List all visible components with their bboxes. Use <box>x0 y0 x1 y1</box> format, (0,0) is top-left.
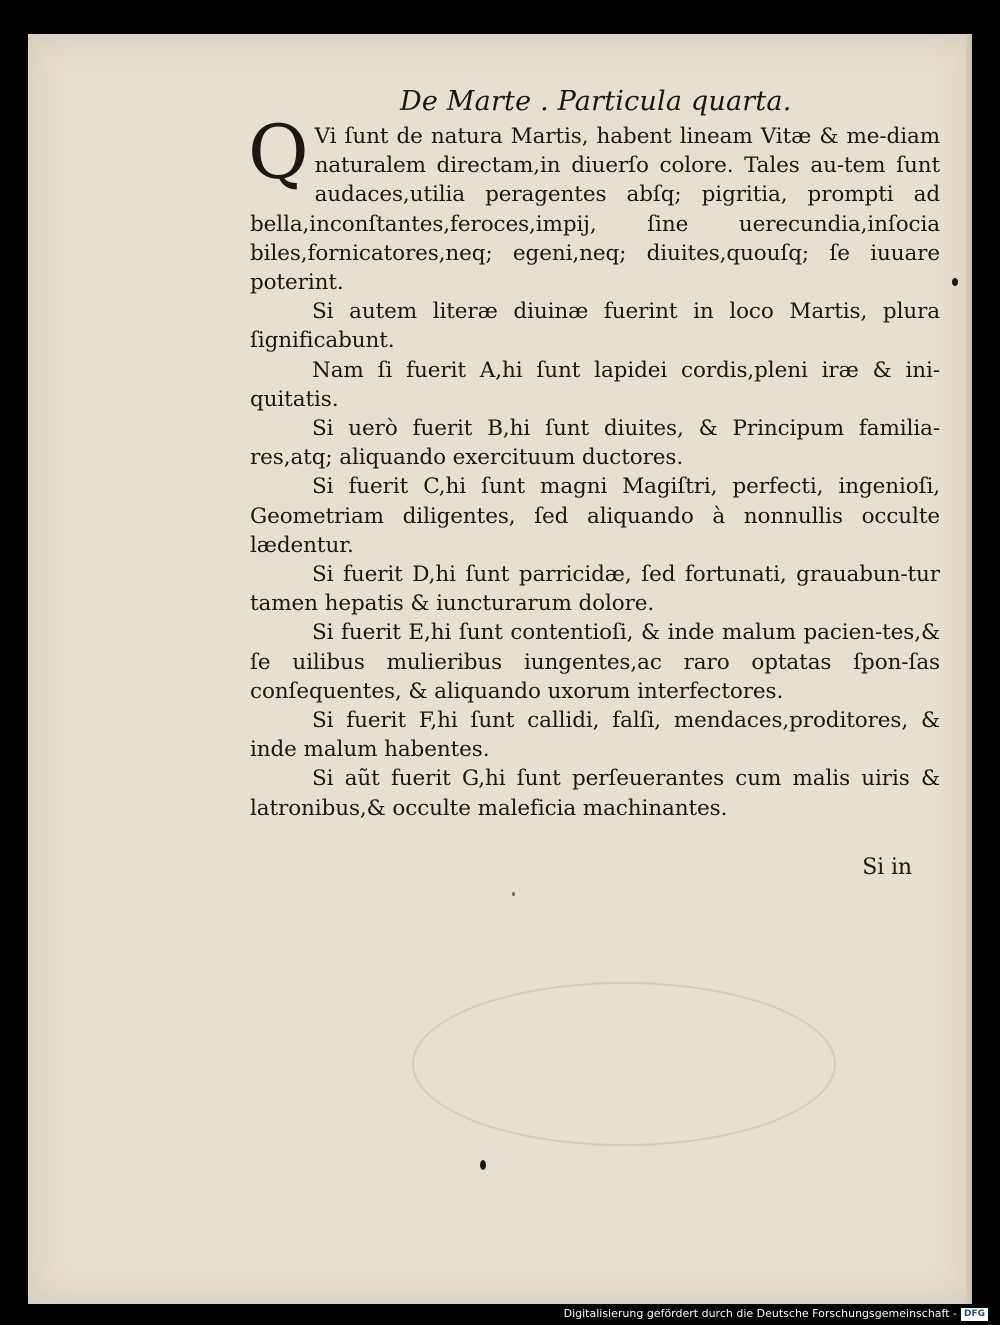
digitization-footer <box>0 1305 1000 1323</box>
paragraph-letter-g: Si aũt fuerit G,hi ſunt perſeuerantes cum malis uiris & latronibus,& occulte maleficia machinantes. <box>250 766 940 821</box>
ink-speck <box>952 278 958 286</box>
running-head: De Marte . Particula quarta. <box>400 86 792 117</box>
page-edge <box>966 34 972 1304</box>
funding-credit: Digitalisierung gefördert durch die Deutsche Forschungsgemeinschaft - <box>563 1307 957 1320</box>
paragraph-literae-diuinae: Si autem literæ diuinæ fuerint in loco Martis, plura ſignificabunt. <box>250 299 940 354</box>
text-block <box>250 86 940 882</box>
paragraph-letter-d: Si fuerit D,hi ſunt parricidæ, ſed fortunati, grauabun-tur tamen hepatis & iuncturarum dolore. <box>250 562 940 617</box>
paragraph-letter-e: Si fuerit E,hi ſunt contentioſi, & inde malum pacien-tes,& ſe uilibus mulieribus iungentes,ac raro optatas ſpon-ſas conſequentes, & aliquando uxorum interfectores. <box>250 620 940 704</box>
paragraph-natura-martis: QVi ſunt de natura Martis, habent lineam Vitæ & me-diam naturalem directam,in diuerſo colore. Tales au-tem ſunt audaces,utilia peragentes abſq; pigritia, prompti ad bella,inconſtantes,feroces,impij, ſine uerecundia,inſocia biles,fornicatores,neq; egeni,neq; diuites,quouſq; ſe iuuare poterint. <box>248 110 940 296</box>
ink-speck <box>512 892 515 896</box>
dfg-logo-icon: DFG <box>961 1308 988 1321</box>
paragraph-letter-c: Si fuerit C,hi ſunt magni Magiſtri, perfecti, ingenioſi, Geometriam diligentes, ſed aliquando à nonnullis occulte lædentur. <box>250 474 940 558</box>
paragraph-letter-f: Si fuerit F,hi ſunt callidi, falſi, mendaces,proditores, & inde malum habentes. <box>250 708 940 763</box>
catchword: Si in <box>862 854 912 880</box>
paragraph-letter-a: Nam ſi fuerit A,hi ſunt lapidei cordis,pleni iræ & ini-quitatis. <box>250 357 940 412</box>
ink-speck <box>480 1160 486 1170</box>
paragraph-letter-b: Si uerò fuerit B,hi ſunt diuites, & Principum familia-res,atq; aliquando exercituum ductores. <box>250 416 940 471</box>
book-page <box>28 34 972 1304</box>
bleed-through-mark <box>412 982 836 1146</box>
